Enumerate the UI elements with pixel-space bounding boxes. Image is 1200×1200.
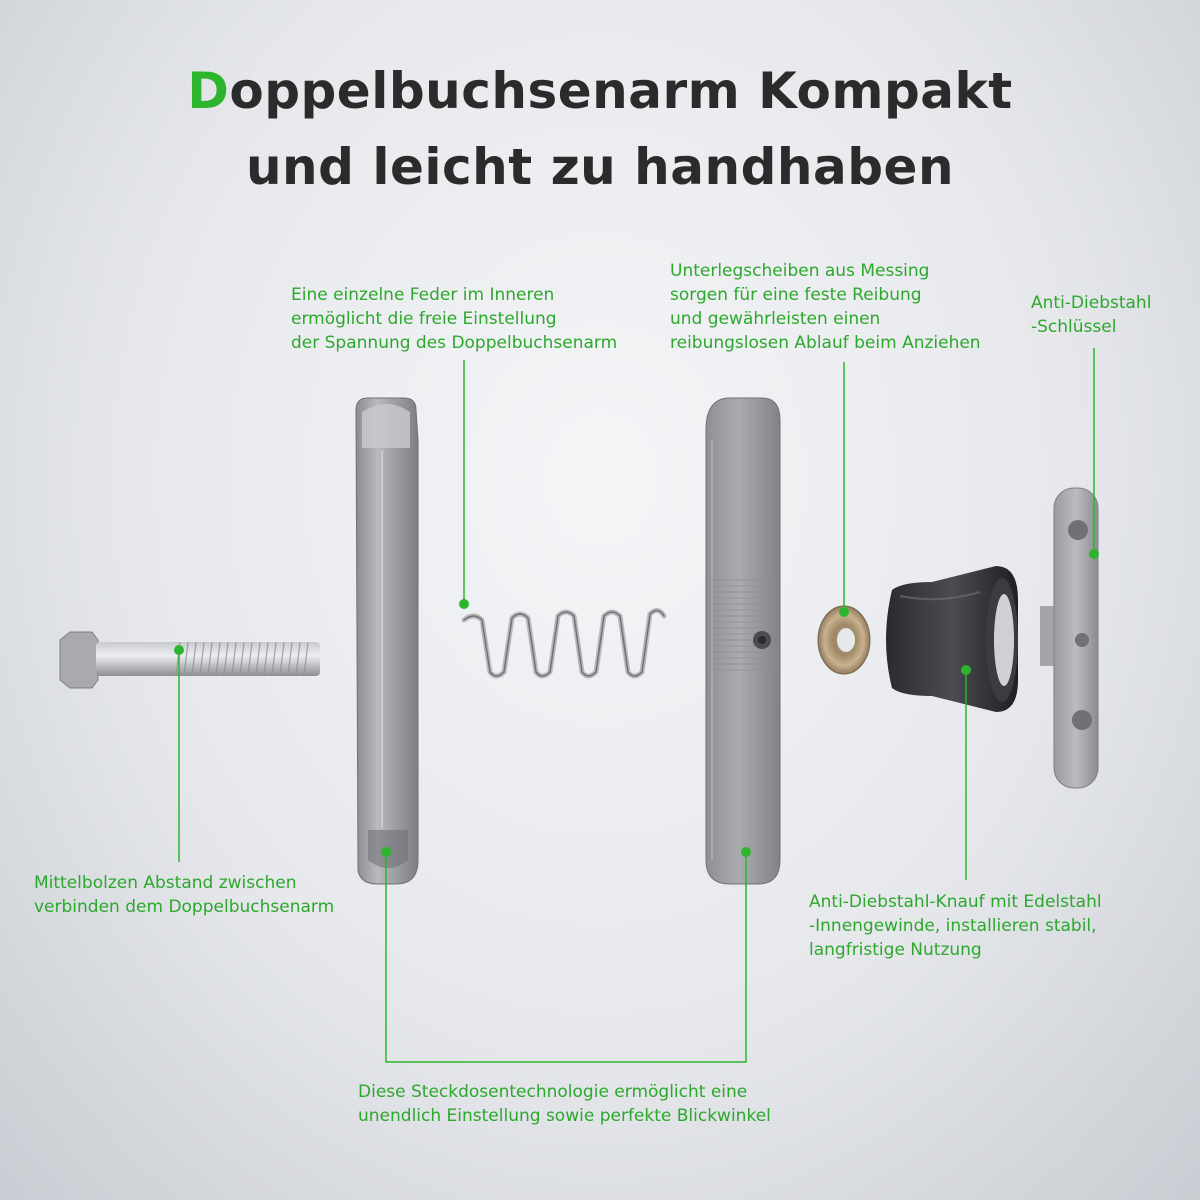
title-line-2: und leicht zu handhaben — [245, 138, 955, 196]
callout-washer-line-4: reibungslosen Ablauf beim Anziehen — [670, 333, 981, 353]
arm-right-image — [706, 398, 780, 884]
callout-washer-line-2: sorgen für eine feste Reibung — [670, 285, 922, 305]
arm-left-image — [356, 398, 418, 884]
spring-marker-dot — [459, 599, 469, 609]
title-line-1-text: oppelbuchsenarm Kompakt — [229, 62, 1013, 120]
callout-key-line-2: -Schlüssel — [1031, 317, 1117, 337]
key-plate-image — [1040, 488, 1098, 788]
callout-spring-line-1: Eine einzelne Feder im Inneren — [291, 285, 555, 305]
callout-knob-line-3: langfristige Nutzung — [809, 940, 982, 960]
arm-left-marker-dot — [381, 847, 391, 857]
callout-spring — [291, 283, 617, 355]
callout-knob-line-2: -Innengewinde, installieren stabil, — [809, 916, 1097, 936]
callout-key-line-1: Anti-Diebstahl — [1031, 293, 1152, 313]
bolt-marker-dot — [174, 645, 184, 655]
bolt-image — [60, 632, 320, 688]
arm-right-marker-dot — [741, 847, 751, 857]
callout-knob — [809, 890, 1102, 962]
knob-marker-dot — [961, 665, 971, 675]
callout-socket — [358, 1080, 771, 1128]
callout-washer-line-3: und gewährleisten einen — [670, 309, 881, 329]
key-marker-dot — [1089, 549, 1099, 559]
knob-image — [886, 566, 1018, 712]
callout-spring-line-3: der Spannung des Doppelbuchsenarm — [291, 333, 618, 353]
callout-spring-line-2: ermöglicht die freie Einstellung — [291, 309, 557, 329]
spring-image — [464, 610, 664, 676]
callout-bolt-line-1: Mittelbolzen Abstand zwischen — [34, 873, 297, 893]
callout-socket-line-2: unendlich Einstellung sowie perfekte Blickwinkel — [358, 1106, 771, 1126]
callout-washer-line-1: Unterlegscheiben aus Messing — [670, 261, 930, 281]
callout-key — [1031, 291, 1151, 339]
callout-washer — [670, 259, 981, 355]
callout-bolt-line-2: verbinden dem Doppelbuchsenarm — [34, 897, 335, 917]
callout-knob-line-1: Anti-Diebstahl-Knauf mit Edelstahl — [809, 892, 1102, 912]
washer-marker-dot — [839, 607, 849, 617]
title-accent-letter: D — [187, 62, 230, 120]
callout-socket-line-1: Diese Steckdosentechnologie ermöglicht eine — [358, 1082, 748, 1102]
callout-bolt — [34, 871, 334, 919]
